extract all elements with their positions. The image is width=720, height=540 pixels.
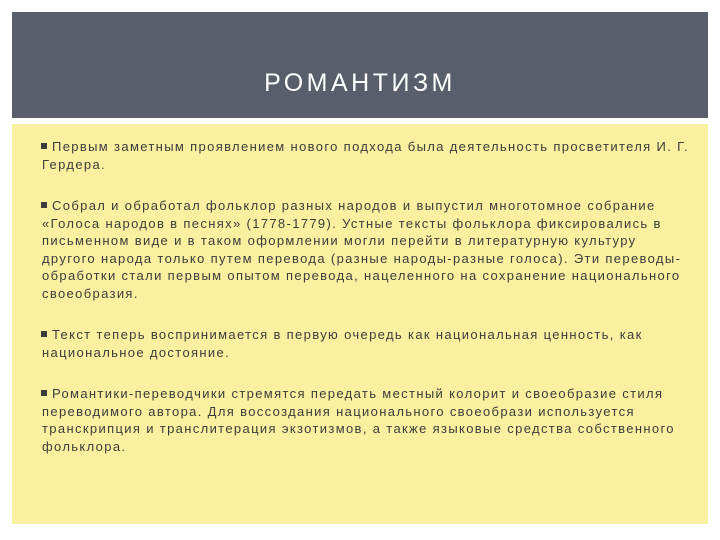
square-bullet-icon (41, 390, 47, 396)
bullet-item (42, 138, 692, 173)
bullet-item (42, 197, 692, 302)
bullet-text: Текст теперь воспринимается в первую очередь как национальная ценность, как национальное достояние. (42, 327, 643, 360)
bullet-item (42, 326, 692, 361)
bullet-item (42, 385, 692, 455)
content-panel (12, 124, 708, 524)
slide-title: РОМАНТИЗМ (264, 69, 456, 97)
square-bullet-icon (41, 331, 47, 337)
bullet-list (42, 138, 692, 479)
bullet-text: Собрал и обработал фольклор разных народов и выпустил многотомное собрание «Голоса народов в песнях» (1778-1779). Устные тексты фольклора фиксировались в письменном виде и в таком оформлении могли перейти в литературную культуру другого народа только путем перевода (разные народы-разные голоса). Эти переводы-обработки стали первым опытом перевода, нацеленного на сохранение национального своеобразия. (42, 198, 682, 301)
square-bullet-icon (41, 202, 47, 208)
square-bullet-icon (41, 143, 47, 149)
title-band (12, 12, 708, 118)
bullet-text: Романтики-переводчики стремятся передать местный колорит и своеобразие стиля переводимого автора. Для воссоздания национального своеобрази используется транскрипция и транслитерация экзотизмов, а также языковые средства собственного фольклора. (42, 386, 675, 454)
bullet-text: Первым заметным проявлением нового подхода была деятельность просветителя И. Г. Гердера. (42, 139, 689, 172)
